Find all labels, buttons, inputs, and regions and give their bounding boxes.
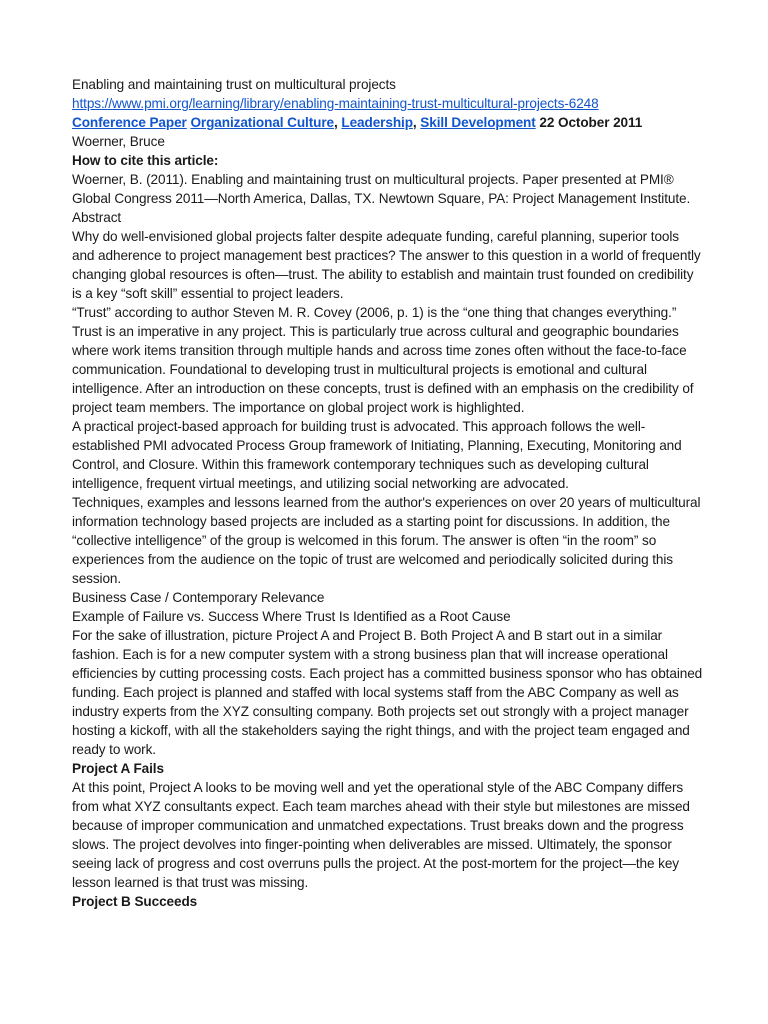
project-b-heading: Project B Succeeds	[72, 894, 198, 909]
tag-organizational-culture-link[interactable]: Organizational Culture	[190, 115, 335, 130]
paragraph: A practical project-based approach for building trust is advocated. This approach follows the well-established PMI advocated Process Group framework of Initiating, Planning, Executing, Monitoring and Control, and Closure. Within this framework contemporary techniques such as developing cultural intelligence, frequent virtual meetings, and utilizing social networking are advocated.	[72, 419, 682, 491]
paragraph: For the sake of illustration, picture Project A and Project B. Both Project A and B start out in a similar fashion. Each is for a new computer system with a strong business plan that will increase operational efficiencies by cutting processing costs. Each project has a committed business sponsor who has obtained funding. Each project is planned and staffed with local systems staff from the ABC Company as well as industry experts from the XYZ consulting company. Both projects set out strongly with a project manager hosting a kickoff, with all the stakeholders saying the right things, and with the project team engaged and ready to work.	[72, 628, 703, 757]
article-url-line	[72, 94, 704, 113]
abstract-heading: Abstract	[72, 210, 122, 225]
article-author: Woerner, Bruce	[72, 134, 165, 149]
article-title: Enabling and maintaining trust on multicultural projects	[72, 77, 396, 92]
paragraph: “Trust” according to author Steven M. R. Covey (2006, p. 1) is the “one thing that changes everything.” Trust is an imperative in any project. This is particularly true across cultural and geographic boundaries where work items transition through multiple hands and across time zones often without the face-to-face communication. Foundational to developing trust in multicultural projects is emotional and cultural intelligence. After an introduction on these concepts, trust is defined with an emphasis on the credibility of project team members. The importance on global project work is highlighted.	[72, 305, 694, 415]
business-case-heading: Business Case / Contemporary Relevance	[72, 590, 325, 605]
article-date: 22 October 2011	[539, 115, 643, 130]
project-a-heading: Project A Fails	[72, 761, 164, 776]
tag-separator: ,	[334, 115, 338, 130]
paragraph: At this point, Project A looks to be moving well and yet the operational style of the ABC Company differs from what XYZ consultants expect. Each team marches ahead with their style but milestones are missed because of improper communication and unmatched expectations. Trust breaks down and the progress slows. The project devolves into finger-pointing when deliverables are missed. Ultimately, the sponsor seeing lack of progress and cost overruns pulls the project. At the post-mortem for the project—the key lesson learned is that trust was missing.	[72, 780, 690, 890]
article-tags-line	[72, 113, 704, 132]
tag-leadership-link[interactable]: Leadership	[341, 115, 413, 130]
document-page	[72, 75, 704, 911]
example-heading: Example of Failure vs. Success Where Trust Is Identified as a Root Cause	[72, 609, 511, 624]
paragraph: Techniques, examples and lessons learned from the author's experiences on over 20 years of multicultural information technology based projects are included as a starting point for discussions. In addition, the “collective intelligence” of the group is welcomed in this forum. The answer is often “in the room” so experiences from the audience on the topic of trust are welcomed and periodically solicited during this session.	[72, 495, 701, 586]
article-url-link[interactable]: https://www.pmi.org/learning/library/enabling-maintaining-trust-multicultural-projects-6248	[72, 96, 599, 111]
citation-text: Woerner, B. (2011). Enabling and maintaining trust on multicultural projects. Paper presented at PMI® Global Congress 2011—North America, Dallas, TX. Newtown Square, PA: Project Management Institute.	[72, 172, 691, 206]
tag-conference-paper-link[interactable]: Conference Paper	[72, 115, 187, 130]
cite-heading: How to cite this article:	[72, 153, 219, 168]
tag-skill-development-link[interactable]: Skill Development	[420, 115, 536, 130]
paragraph: Why do well-envisioned global projects falter despite adequate funding, careful planning, superior tools and adherence to project management best practices? The answer to this question in a world of frequently changing global resources is often—trust. The ability to establish and maintain trust founded on credibility is a key “soft skill” essential to project leaders.	[72, 229, 701, 301]
tag-separator: ,	[412, 115, 417, 130]
